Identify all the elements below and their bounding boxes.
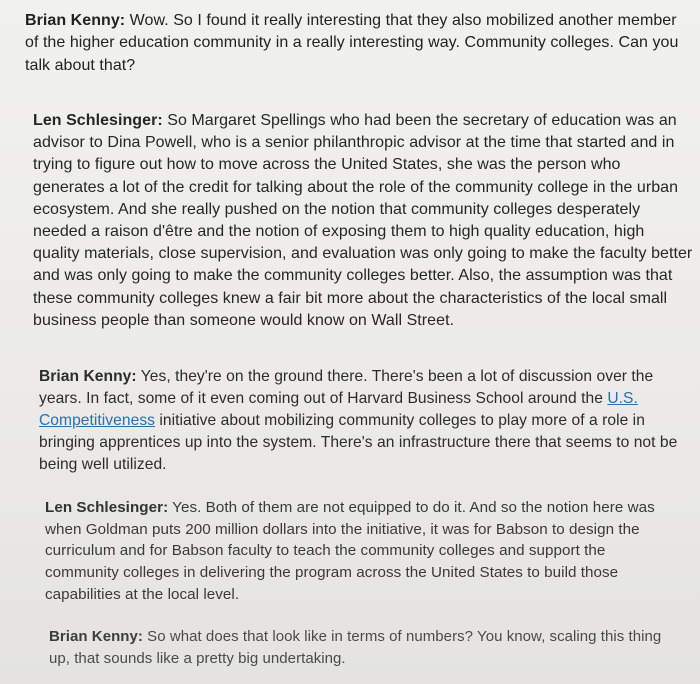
transcript-paragraph-2 — [33, 110, 693, 332]
speaker-name: Len Schlesinger: — [33, 112, 163, 129]
transcript-paragraph-4 — [45, 497, 675, 606]
us-competitiveness-link[interactable]: U.S. Competitiveness — [39, 390, 638, 429]
transcript-paragraph-1 — [25, 10, 689, 77]
paragraph-text: Yes. Both of them are not equipped to do it. And so the notion here was when Goldman puts 200 million dollars into the initiative, it was for Babson to design the curriculum and for Babson faculty to teach the community colleges and support the community colleges in delivering the program across the United States to build those capabilities at the local level. — [45, 499, 655, 603]
speaker-name: Brian Kenny: — [49, 628, 143, 645]
transcript-paragraph-3 — [39, 366, 679, 476]
paragraph-text-after-link: initiative about mobilizing community colleges to play more of a role in bringing apprentices up into the system. There's an infrastructure there that seems to not be being well utilized. — [39, 412, 678, 473]
paragraph-text-before-link: Yes, they're on the ground there. There's been a lot of discussion over the years. In fact, some of it even coming out of Harvard Business School around the — [39, 368, 654, 407]
paragraph-text: So what does that look like in terms of numbers? You know, scaling this thing up, that sounds like a pretty big undertaking. — [49, 628, 662, 667]
paragraph-text: So Margaret Spellings who had been the secretary of education was an advisor to Dina Powell, who is a senior philanthropic advisor at the time that started and in trying to figure out how to move across the United States, she was the person who generates a lot of the credit for talking about the role of the community college in the urban ecosystem. And she really pushed on the notion that community colleges desperately needed a raison d'être and the notion of exposing them to high quality education, high quality materials, close supervision, and evaluation was only going to make the faculty better and was only going to make the community colleges better. Also, the assumption was that these community colleges knew a fair bit more about the characteristics of the local small business people than someone would know on Wall Street. — [33, 112, 693, 329]
speaker-name: Brian Kenny: — [25, 12, 126, 29]
paragraph-text: Wow. So I found it really interesting that they also mobilized another member of the higher education community in a really interesting way. Community colleges. Can you talk about that? — [25, 12, 679, 74]
speaker-name: Len Schlesinger: — [45, 499, 169, 516]
transcript-paragraph-5 — [49, 626, 679, 669]
speaker-name: Brian Kenny: — [39, 368, 137, 385]
